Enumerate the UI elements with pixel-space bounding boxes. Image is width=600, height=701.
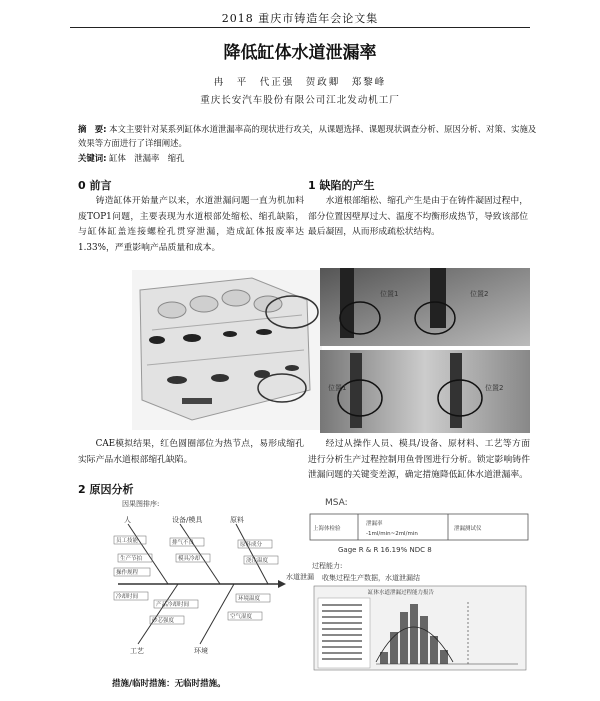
capability-chart-title: 缸体水道泄漏过程能力报告 bbox=[368, 590, 435, 596]
cause-12: 空气湿度 bbox=[230, 614, 253, 620]
msa-result: 泄漏测试仪 bbox=[454, 526, 482, 532]
msa-row-label: 上海体检验 bbox=[313, 526, 341, 532]
abstract bbox=[78, 122, 538, 150]
cause-3: 操作规程 bbox=[116, 570, 139, 576]
running-header: 2018 重庆市铸造年会论文集 bbox=[221, 12, 379, 25]
category-material: 原料 bbox=[230, 516, 244, 524]
cause-6: 原料成分 bbox=[240, 542, 263, 548]
figure-defect-photos bbox=[320, 268, 530, 433]
photo-label-position-1b: 位置1 bbox=[328, 384, 347, 392]
header-rule bbox=[70, 27, 530, 28]
caption-left: CAE模拟结果，红色圆圈部位为热节点，易形成缩孔实际产品水道根部缩孔缺陷。 bbox=[78, 439, 304, 465]
category-people: 人 bbox=[124, 516, 131, 524]
footer-note: 措施/临时措施：无临时措施。 bbox=[112, 679, 226, 689]
cause-5: 模具冷却 bbox=[178, 556, 201, 562]
cause-1: 员工技能 bbox=[116, 538, 139, 544]
fishbone-diagram bbox=[108, 496, 314, 656]
abstract-label: 摘 要: bbox=[78, 124, 107, 134]
affiliation: 重庆长安汽车股份有限公司江北发动机工厂 bbox=[200, 95, 400, 106]
figure-cae-simulation bbox=[132, 270, 322, 430]
msa-value-line2: -1ml/min~2ml/min bbox=[366, 531, 418, 537]
section-0-text: 铸造缸体开始量产以来，水道泄漏问题一直为机加料废TOP1问题，主要表现为水道根部处缩松、缩孔缺陷，与缸体缸盖连接螺栓孔贯穿泄漏，造成缸体报废率达1.33%，严重影响产品质量和成本。 bbox=[78, 196, 304, 253]
abstract-text: 本文主要针对某系列缸体水道泄漏率高的现状进行攻关，从课题选择、课题现状调查分析、原因分析、对策、实施及效果等方面进行了详细阐述。 bbox=[78, 124, 537, 148]
authors: 冉 平 代正强 贺政卿 郑黎峰 bbox=[213, 77, 387, 88]
msa-value-line1: 泄漏率 bbox=[366, 521, 383, 527]
keywords-text: 缸体 泄漏率 缩孔 bbox=[109, 153, 185, 163]
msa-figure bbox=[308, 512, 530, 672]
fishbone-causes bbox=[114, 536, 278, 624]
cause-7: 浇注温度 bbox=[246, 558, 269, 564]
keywords bbox=[78, 152, 538, 164]
paper-title: 降低缸体水道泄漏率 bbox=[223, 43, 377, 63]
cause-11: 环境温度 bbox=[238, 596, 261, 602]
category-environment: 环境 bbox=[194, 647, 208, 655]
photo-label-position-2b: 位置2 bbox=[485, 384, 504, 392]
category-equipment: 设备/模具 bbox=[172, 516, 203, 524]
section-1-heading: 1 缺陷的产生 bbox=[308, 179, 375, 192]
section-0-heading: 0 前言 bbox=[78, 179, 112, 192]
capability-title: 过程能力: bbox=[312, 562, 343, 570]
fishbone-title: 因果图排序: bbox=[122, 500, 160, 508]
cause-9: 产品冷却时间 bbox=[156, 602, 190, 608]
photo-label-position-1: 位置1 bbox=[380, 290, 399, 298]
msa-gauge-line: Gage R & R 16.19% NDC 8 bbox=[338, 546, 432, 554]
photo-label-position-2: 位置2 bbox=[470, 290, 489, 298]
caption-right: 经过从操作人员、模具/设备、原材料、工艺等方面进行分析生产过程控制用鱼骨图进行分析。锁定影响铸件泄漏问题的关键变差源，确定措施降低缸体水道泄漏率。 bbox=[308, 439, 530, 480]
effect-label: 水道泄漏 bbox=[286, 573, 314, 581]
cause-10: 砂芯强度 bbox=[152, 618, 175, 624]
cause-2: 生产节拍 bbox=[120, 556, 143, 562]
cause-4: 排气不良 bbox=[172, 540, 195, 546]
section-1-text: 水道根部缩松、缩孔产生是由于在铸件凝固过程中，部分位置因壁厚过大、温度不均衡形成热节，导致该部位最后凝固，从而形成疏松状结构。 bbox=[308, 196, 528, 237]
keywords-label: 关键词: bbox=[78, 153, 107, 163]
msa-label: MSA: bbox=[325, 498, 348, 508]
section-2-heading: 2 原因分析 bbox=[78, 483, 134, 496]
cause-8: 冷却时间 bbox=[116, 594, 139, 600]
capability-desc: 收集过程生产数据，水道泄漏结 bbox=[322, 574, 420, 582]
category-process: 工艺 bbox=[130, 647, 144, 655]
